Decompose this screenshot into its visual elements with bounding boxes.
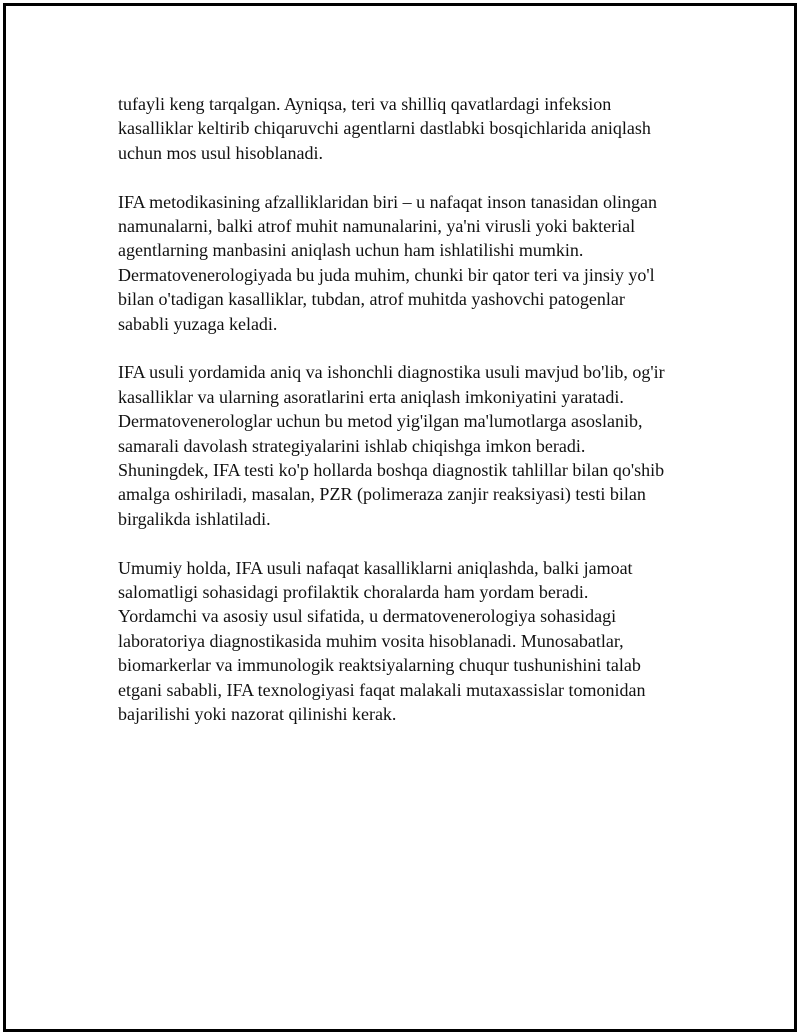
document-body — [118, 92, 708, 751]
paragraph-3: IFA usuli yordamida aniq va ishonchli diagnostika usuli mavjud bo'lib, og'ir kasalliklar va ularning asoratlarini erta aniqlash imkoniyatini yaratadi. Dermatovenerologlar uchun bu metod yig'ilgan ma'lumotlarga asoslanib, samarali davolash strategiyalarini ishlab chiqishga imkon beradi. Shuningdek, IFA testi ko'p hollarda boshqa diagnostik tahlillar bilan qo'shib amalga oshiriladi, masalan, PZR (polimeraza zanjir reaksiyasi) testi bilan birgalikda ishlatiladi. — [118, 362, 665, 529]
paragraph-1: tufayli keng tarqalgan. Ayniqsa, teri va shilliq qavatlardagi infeksion kasalliklar keltirib chiqaruvchi agentlarni dastlabki bosqichlarida aniqlash uchun mos usul hisoblanadi. — [118, 94, 651, 163]
paragraph-2: IFA metodikasining afzalliklaridan biri – u nafaqat inson tanasidan olingan namunalarni, balki atrof muhit namunalarini, ya'ni virusli yoki bakterial agentlarning manbasini aniqlash uchun ham ishlatilishi mumkin. Dermatovenerologiyada bu juda muhim, chunki bir qator teri va jinsiy yo'l bilan o'tadigan kasalliklar, tubdan, atrof muhitda yashovchi patogenlar sababli yuzaga keladi. — [118, 191, 658, 334]
paragraph-4: Umumiy holda, IFA usuli nafaqat kasalliklarni aniqlashda, balki jamoat salomatligi sohasidagi profilaktik choralarda ham yordam beradi. Yordamchi va asosiy usul sifatida, u dermatovenerologiya sohasidagi laboratoriya diagnostikasida muhim vosita hisoblanadi. Munosabatlar, biomarkerlar va immunologik reaktsiyalarning chuqur tushunishini talab etgani sababli, IFA texnologiyasi faqat malakali mutaxassislar tomonidan bajarilishi yoki nazorat qilinishi kerak. — [118, 557, 646, 725]
